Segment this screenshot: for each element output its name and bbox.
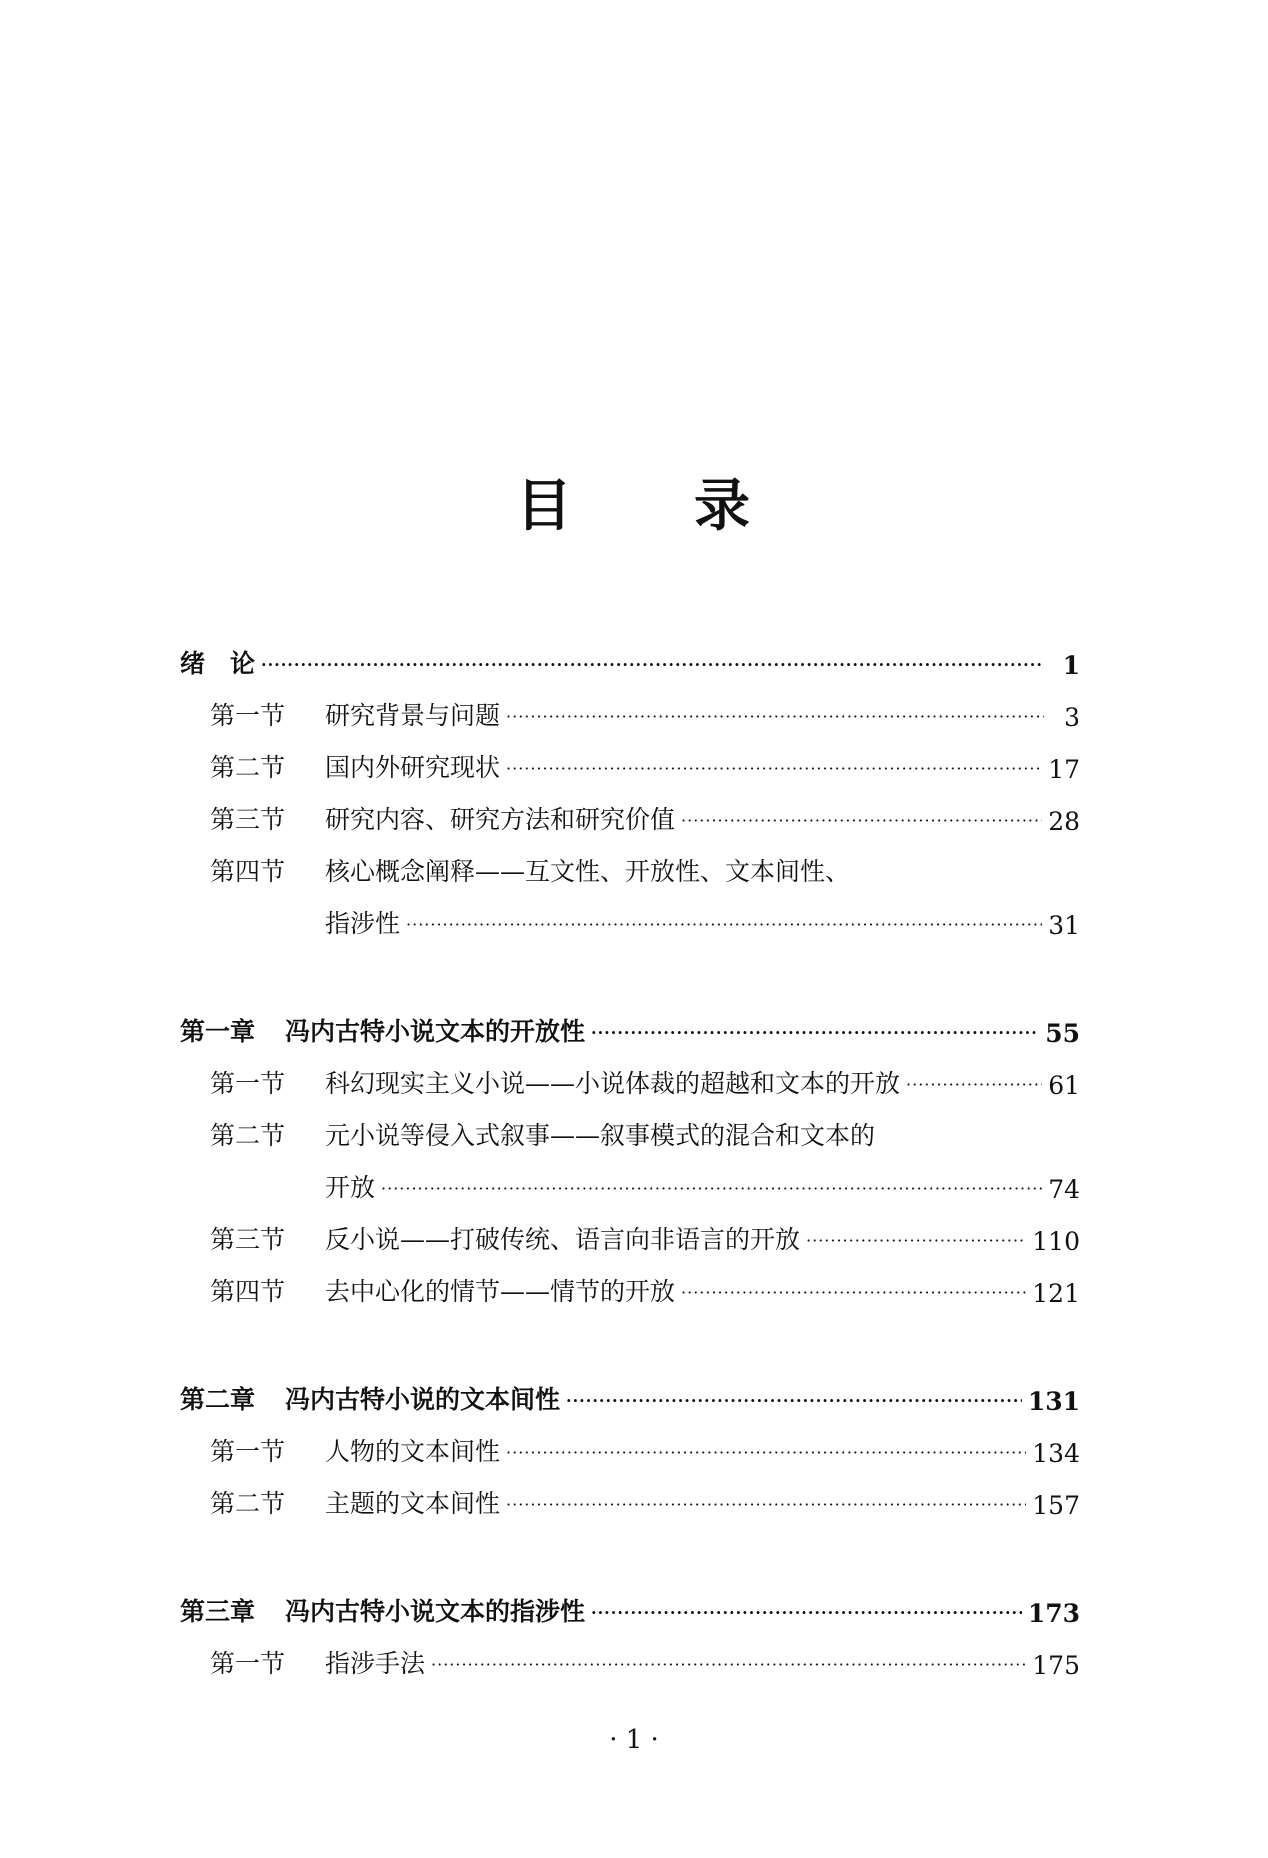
section-number: 第三节: [210, 1225, 286, 1254]
toc-page-number: 134: [1032, 1439, 1080, 1468]
section-title: 研究背景与问题: [325, 701, 501, 730]
dot-leader: [381, 1174, 1042, 1204]
section-title-continued: 指涉性: [325, 909, 401, 938]
toc-page-number: 121: [1032, 1279, 1080, 1308]
toc-page-number: 31: [1048, 911, 1080, 940]
toc-entry-ch1-s4[interactable]: [180, 1256, 1080, 1308]
section-title: 人物的文本间性: [325, 1437, 501, 1466]
dot-leader: [406, 910, 1042, 940]
toc-page-number: 55: [1045, 1019, 1080, 1048]
toc-entry-ch3[interactable]: [180, 1576, 1080, 1628]
toc-entry-intro-s4-cont[interactable]: [180, 888, 1080, 940]
toc-entry-ch3-s1[interactable]: [180, 1628, 1080, 1680]
toc-entry-ch1[interactable]: [180, 996, 1080, 1048]
dot-leader: [906, 1070, 1042, 1100]
table-of-contents: [180, 628, 1080, 1680]
section-number: 第二节: [210, 1121, 286, 1150]
toc-entry-intro-s4[interactable]: [180, 836, 1080, 888]
chapter-number: 第三章: [180, 1597, 256, 1626]
toc-entry-ch1-s2-cont[interactable]: [180, 1152, 1080, 1204]
toc-entry-ch1-s3[interactable]: [180, 1204, 1080, 1256]
section-title: 主题的文本间性: [325, 1489, 501, 1518]
section-title: 科幻现实主义小说——小说体裁的超越和文本的开放: [325, 1069, 901, 1098]
dot-leader: [591, 1018, 1039, 1048]
page-title: [0, 462, 1268, 542]
dot-leader: [431, 1650, 1026, 1680]
toc-entry-ch1-s2[interactable]: [180, 1100, 1080, 1152]
dot-leader: [591, 1598, 1022, 1628]
section-title: 国内外研究现状: [325, 753, 501, 782]
section-number: 第三节: [210, 805, 286, 834]
dot-leader: [681, 806, 1042, 836]
section-number: 第一节: [210, 701, 286, 730]
chapter-number: 第一章: [180, 1017, 256, 1046]
toc-page-number: 173: [1027, 1599, 1080, 1628]
toc-entry-intro-s1[interactable]: [180, 680, 1080, 732]
toc-page-number: 3: [1064, 703, 1080, 732]
section-number: 第一节: [210, 1437, 286, 1466]
dot-leader: [506, 1490, 1026, 1520]
toc-page-number: 61: [1048, 1071, 1080, 1100]
toc-entry-ch2-s1[interactable]: [180, 1416, 1080, 1468]
toc-page-number: 1: [1062, 651, 1080, 680]
title-left-char: 目: [516, 473, 574, 539]
section-title: 核心概念阐释——互文性、开放性、文本间性、: [325, 857, 851, 886]
section-title: 研究内容、研究方法和研究价值: [325, 805, 676, 834]
section-title-continued: 开放: [325, 1173, 376, 1202]
toc-page-number: 175: [1032, 1651, 1080, 1680]
toc-page-number: 131: [1027, 1387, 1080, 1416]
section-number: 第一节: [210, 1069, 286, 1098]
toc-entry-ch2-s2[interactable]: [180, 1468, 1080, 1520]
chapter-number: 第二章: [180, 1385, 256, 1414]
dot-leader: [261, 650, 1044, 680]
page-number-footer: · 1 ·: [609, 1725, 659, 1755]
chapter-title: 冯内古特小说文本的指涉性: [285, 1597, 586, 1626]
toc-entry-intro[interactable]: [180, 628, 1080, 680]
section-title: 指涉手法: [325, 1649, 426, 1678]
section-number: 第四节: [210, 1277, 286, 1306]
dot-leader: [681, 1278, 1026, 1308]
toc-page-number: 110: [1032, 1227, 1080, 1256]
dot-leader: [506, 754, 1042, 784]
section-number: 第四节: [210, 857, 286, 886]
section-title: 去中心化的情节——情节的开放: [325, 1277, 676, 1306]
section-title: 元小说等侵入式叙事——叙事模式的混合和文本的: [325, 1121, 876, 1150]
chapter-title: 冯内古特小说的文本间性: [285, 1385, 561, 1414]
section-title: 反小说——打破传统、语言向非语言的开放: [325, 1225, 801, 1254]
toc-entry-intro-s2[interactable]: [180, 732, 1080, 784]
toc-entry-label: 绪 论: [180, 649, 256, 678]
section-number: 第二节: [210, 1489, 286, 1518]
section-number: 第二节: [210, 753, 286, 782]
toc-entry-ch1-s1[interactable]: [180, 1048, 1080, 1100]
toc-page-number: 17: [1048, 755, 1080, 784]
section-number: 第一节: [210, 1649, 286, 1678]
title-right-char: 录: [694, 473, 752, 539]
dot-leader: [506, 702, 1044, 732]
chapter-title: 冯内古特小说文本的开放性: [285, 1017, 586, 1046]
dot-leader: [566, 1386, 1022, 1416]
toc-entry-ch2[interactable]: [180, 1364, 1080, 1416]
toc-page-number: 74: [1048, 1175, 1080, 1204]
dot-leader: [806, 1226, 1026, 1256]
dot-leader: [506, 1438, 1026, 1468]
toc-entry-intro-s3[interactable]: [180, 784, 1080, 836]
toc-page-number: 28: [1048, 807, 1080, 836]
toc-page-number: 157: [1032, 1491, 1080, 1520]
